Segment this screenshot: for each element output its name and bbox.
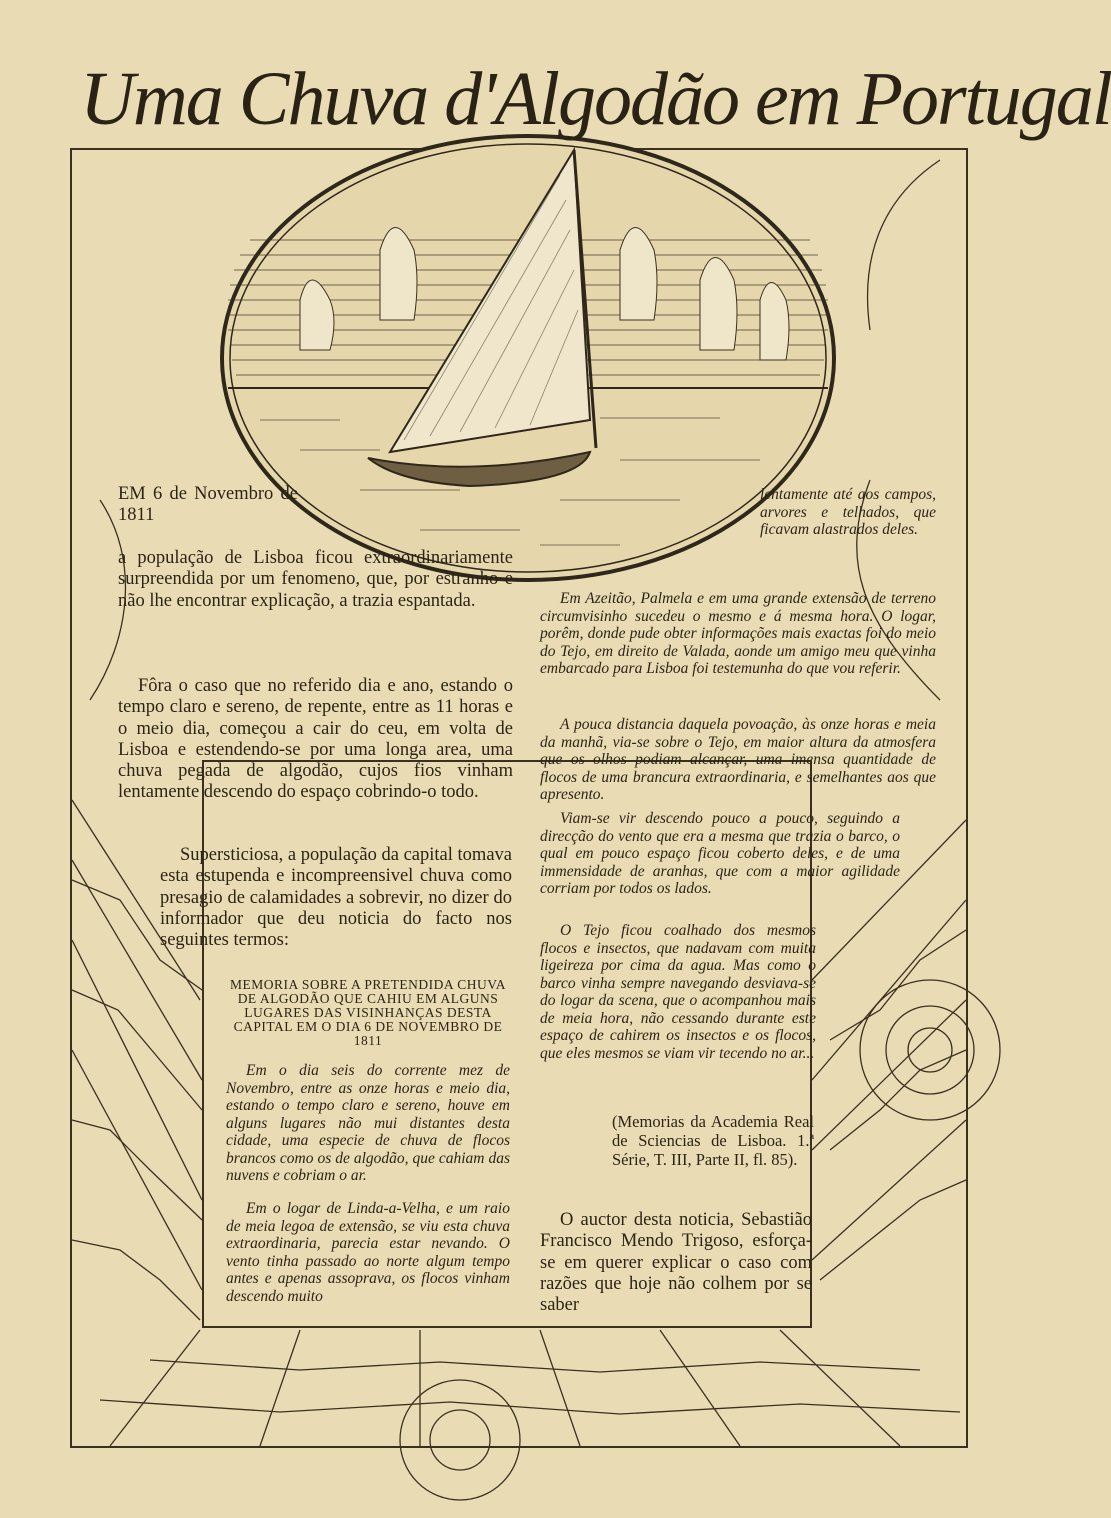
closing-paragraph: O auctor desta noticia, Sebastião Francisco Mendo Trigoso, esforça-se em querer explicar o caso com razões que hoje não colhem por se saber	[540, 1210, 812, 1316]
sailboat-illustration	[222, 136, 834, 580]
right-paragraph-2: A pouca distancia daquela povoação, às onze horas e meia da manhã, via-se sobre o Tejo, em maior altura da atmosfera que os olhos podiam alcançar, uma imensa quantidade de flocos de uma brancura extraordinaria, e semelhantes aos que apresento.	[540, 716, 936, 803]
right-column-top: lentamente até aos campos, arvores e telhados, que ficavam alastrados deles.	[760, 486, 936, 538]
memoria-paragraph-2: Em o logar de Linda-a-Velha, e um raio de meia legoa de extensão, se viu esta chuva extraordinaria, parecia estar nevando. O vento tinha passado ao norte algum tempo antes e apenas assoprava, os flocos vinham descendo muito	[226, 1200, 510, 1305]
memoria-paragraph-1: Em o dia seis do corrente mez de Novembro, entre as onze horas e meio dia, estando o tempo claro e sereno, houve em alguns lugares não mui distantes desta cidade, uma especie de chuva de flocos brancos como os de algodão, que cahiam das nuvens e cobriam o ar.	[226, 1062, 510, 1184]
intro-lead-text: EM 6 de Novembro de 1811	[118, 484, 298, 526]
intro-lead	[118, 484, 298, 527]
right-azeitao-paragraph: Em Azeitão, Palmela e em uma grande extensão de terreno circumvisinho sucedeu o mesmo e á mesma hora. O logar, porêm, donde pude obter informações mais exactas foi do meio do Tejo, em direito de Valada, aonde um amigo meu que vinha embarcado para Lisboa foi testemunha do que vou referir.	[540, 590, 936, 677]
right-paragraph-3: Viam-se vir descendo pouco a pouco, seguindo a direcção do vento que era a mesma que trazia o barco, o qual em pouco espaço ficou coberto deles, e de uma immensidade de aranhas, que com a maior agilidade corriam por todos os lados.	[540, 810, 900, 897]
right-paragraph-4: O Tejo ficou coalhado dos mesmos flocos e insectos, que nadavam com muita ligeireza por cima da agua. Mas como o barco vinha sempre navegando desviava-se do logar da scena, que o acompanhou mais de meia hora, não cessando durante este espaço de cahirem os insectos e os flocos, que eles mesmos se viam vir tecendo no ar...	[540, 922, 816, 1062]
citation: (Memorias da Academia Real de Sciencias de Lisboa. 1.ª Série, T. III, Parte II, fl. 85).	[612, 1112, 814, 1169]
paragraph-3: Supersticiosa, a população da capital tomava esta estupenda e incompreensivel chuva como presagio de calamidades a sobrevir, no dizer do informador que deu noticia do facto nos seguintes termos:	[160, 845, 512, 951]
memoria-heading: MEMORIA SOBRE A PRETENDIDA CHUVA DE ALGODÃO QUE CAHIU EM ALGUNS LUGARES DAS VISINHANÇAS DESTA CAPITAL EM O DIA 6 DE NOVEMBRO DE 1811	[229, 977, 507, 1048]
article-title: Uma Chuva d'Algodão em Portugal	[80, 57, 1111, 141]
paragraph-2: Fôra o caso que no referido dia e ano, estando o tempo claro e sereno, de repente, entre as 11 horas e o meio dia, começou a cair do ceu, em volta de Lisboa e estendendo-se por uma longa area, uma chuva pegada de algodão, cujos fios vinham lentamente descendo do espaço cobrindo-o todo.	[118, 676, 513, 803]
intro-paragraph: a população de Lisboa ficou extraordinariamente surpreendida por um fenomeno, que, por estranho e não lhe encontrar explicação, a trazia espantada.	[118, 548, 513, 611]
